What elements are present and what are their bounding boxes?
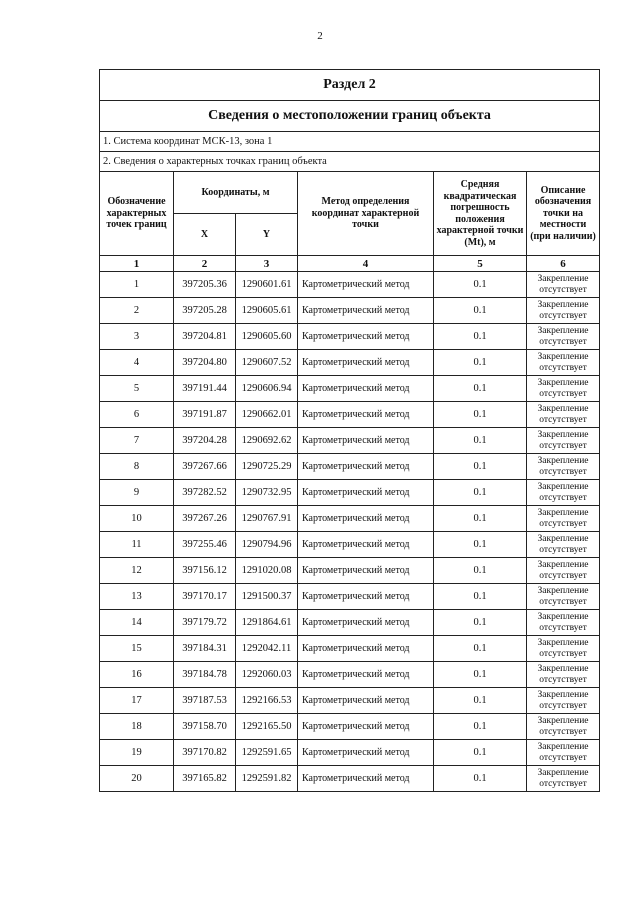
y-coordinate-cell: 1290605.60 [236,324,298,350]
error-cell: 0.1 [434,532,527,558]
description-cell: Закрепление отсутствует [527,350,600,376]
header-y: Y [236,214,298,256]
x-coordinate-cell: 397187.53 [174,688,236,714]
y-coordinate-cell: 1291864.61 [236,610,298,636]
column-numbers-row [100,256,600,272]
y-coordinate-cell: 1290692.62 [236,428,298,454]
error-cell: 0.1 [434,480,527,506]
description-cell: Закрепление отсутствует [527,376,600,402]
description-cell: Закрепление отсутствует [527,298,600,324]
column-number: 1 [100,256,174,272]
error-cell: 0.1 [434,636,527,662]
table-row [100,506,600,532]
error-cell: 0.1 [434,584,527,610]
description-cell: Закрепление отсутствует [527,272,600,298]
x-coordinate-cell: 397191.44 [174,376,236,402]
x-coordinate-cell: 397204.81 [174,324,236,350]
boundary-points-table [99,69,600,792]
column-number: 4 [298,256,434,272]
points-heading: 2. Сведения о характерных точках границ объекта [100,152,600,172]
y-coordinate-cell: 1290725.29 [236,454,298,480]
point-id-cell: 8 [100,454,174,480]
method-cell: Картометрический метод [298,584,434,610]
description-cell: Закрепление отсутствует [527,766,600,792]
x-coordinate-cell: 397184.31 [174,636,236,662]
method-cell: Картометрический метод [298,272,434,298]
x-coordinate-cell: 397165.82 [174,766,236,792]
method-cell: Картометрический метод [298,766,434,792]
table-row [100,272,600,298]
coordinate-system: 1. Система координат МСК-13, зона 1 [100,132,600,152]
description-cell: Закрепление отсутствует [527,584,600,610]
error-cell: 0.1 [434,402,527,428]
point-id-cell: 13 [100,584,174,610]
x-coordinate-cell: 397156.12 [174,558,236,584]
table-row [100,584,600,610]
method-cell: Картометрический метод [298,714,434,740]
table-row [100,454,600,480]
point-id-cell: 18 [100,714,174,740]
x-coordinate-cell: 397184.78 [174,662,236,688]
description-cell: Закрепление отсутствует [527,558,600,584]
x-coordinate-cell: 397267.26 [174,506,236,532]
error-cell: 0.1 [434,350,527,376]
method-cell: Картометрический метод [298,454,434,480]
error-cell: 0.1 [434,766,527,792]
error-cell: 0.1 [434,376,527,402]
x-coordinate-cell: 397205.28 [174,298,236,324]
method-cell: Картометрический метод [298,402,434,428]
method-cell: Картометрический метод [298,350,434,376]
column-number: 3 [236,256,298,272]
table-body [100,70,600,792]
section-title: Раздел 2 [100,70,600,101]
y-coordinate-cell: 1290601.61 [236,272,298,298]
error-cell: 0.1 [434,558,527,584]
header-description: Описание обозначения точки на местности (при наличии) [527,172,600,256]
point-id-cell: 7 [100,428,174,454]
point-id-cell: 16 [100,662,174,688]
point-id-cell: 9 [100,480,174,506]
point-id-cell: 1 [100,272,174,298]
description-cell: Закрепление отсутствует [527,740,600,766]
x-coordinate-cell: 397267.66 [174,454,236,480]
y-coordinate-cell: 1290662.01 [236,402,298,428]
description-cell: Закрепление отсутствует [527,610,600,636]
table-row [100,688,600,714]
point-id-cell: 12 [100,558,174,584]
header-method: Метод определения координат характерной точки [298,172,434,256]
description-cell: Закрепление отсутствует [527,402,600,428]
table-row [100,480,600,506]
description-cell: Закрепление отсутствует [527,636,600,662]
column-number: 6 [527,256,600,272]
y-coordinate-cell: 1290605.61 [236,298,298,324]
table-row [100,298,600,324]
description-cell: Закрепление отсутствует [527,454,600,480]
method-cell: Картометрический метод [298,688,434,714]
y-coordinate-cell: 1290732.95 [236,480,298,506]
method-cell: Картометрический метод [298,298,434,324]
description-cell: Закрепление отсутствует [527,532,600,558]
x-coordinate-cell: 397170.17 [174,584,236,610]
method-cell: Картометрический метод [298,662,434,688]
error-cell: 0.1 [434,688,527,714]
x-coordinate-cell: 397255.46 [174,532,236,558]
error-cell: 0.1 [434,662,527,688]
point-id-cell: 20 [100,766,174,792]
y-coordinate-cell: 1292042.11 [236,636,298,662]
table-row [100,662,600,688]
point-id-cell: 19 [100,740,174,766]
method-cell: Картометрический метод [298,636,434,662]
point-id-cell: 10 [100,506,174,532]
y-coordinate-cell: 1291020.08 [236,558,298,584]
error-cell: 0.1 [434,454,527,480]
method-cell: Картометрический метод [298,740,434,766]
table-row [100,610,600,636]
column-number: 2 [174,256,236,272]
description-cell: Закрепление отсутствует [527,428,600,454]
method-cell: Картометрический метод [298,610,434,636]
table-row [100,428,600,454]
y-coordinate-cell: 1290606.94 [236,376,298,402]
table-row [100,636,600,662]
point-id-cell: 2 [100,298,174,324]
point-id-cell: 15 [100,636,174,662]
point-id-cell: 4 [100,350,174,376]
x-coordinate-cell: 397205.36 [174,272,236,298]
y-coordinate-cell: 1291500.37 [236,584,298,610]
point-id-cell: 6 [100,402,174,428]
x-coordinate-cell: 397158.70 [174,714,236,740]
header-error: Средняя квадратическая погрешность положения характерной точки (Mt), м [434,172,527,256]
y-coordinate-cell: 1290767.91 [236,506,298,532]
error-cell: 0.1 [434,610,527,636]
point-id-cell: 5 [100,376,174,402]
y-coordinate-cell: 1292166.53 [236,688,298,714]
table-row [100,740,600,766]
table-row [100,402,600,428]
y-coordinate-cell: 1292165.50 [236,714,298,740]
point-id-cell: 17 [100,688,174,714]
x-coordinate-cell: 397282.52 [174,480,236,506]
section-subtitle: Сведения о местоположении границ объекта [100,101,600,132]
y-coordinate-cell: 1292060.03 [236,662,298,688]
x-coordinate-cell: 397204.28 [174,428,236,454]
description-cell: Закрепление отсутствует [527,688,600,714]
x-coordinate-cell: 397204.80 [174,350,236,376]
method-cell: Картометрический метод [298,324,434,350]
point-id-cell: 3 [100,324,174,350]
point-id-cell: 11 [100,532,174,558]
method-cell: Картометрический метод [298,558,434,584]
y-coordinate-cell: 1292591.65 [236,740,298,766]
description-cell: Закрепление отсутствует [527,480,600,506]
method-cell: Картометрический метод [298,532,434,558]
method-cell: Картометрический метод [298,480,434,506]
x-coordinate-cell: 397170.82 [174,740,236,766]
header-x: X [174,214,236,256]
header-point-id: Обозначение характерных точек границ [100,172,174,256]
table-row [100,558,600,584]
header-coordinates: Координаты, м [174,172,298,214]
table-row [100,714,600,740]
x-coordinate-cell: 397191.87 [174,402,236,428]
x-coordinate-cell: 397179.72 [174,610,236,636]
table-row [100,766,600,792]
table-row [100,376,600,402]
y-coordinate-cell: 1292591.82 [236,766,298,792]
description-cell: Закрепление отсутствует [527,714,600,740]
point-id-cell: 14 [100,610,174,636]
description-cell: Закрепление отсутствует [527,506,600,532]
method-cell: Картометрический метод [298,506,434,532]
y-coordinate-cell: 1290794.96 [236,532,298,558]
description-cell: Закрепление отсутствует [527,324,600,350]
y-coordinate-cell: 1290607.52 [236,350,298,376]
table-row [100,350,600,376]
method-cell: Картометрический метод [298,428,434,454]
column-number: 5 [434,256,527,272]
method-cell: Картометрический метод [298,376,434,402]
description-cell: Закрепление отсутствует [527,662,600,688]
error-cell: 0.1 [434,272,527,298]
table-row [100,532,600,558]
error-cell: 0.1 [434,298,527,324]
page-number: 2 [317,30,323,42]
error-cell: 0.1 [434,740,527,766]
error-cell: 0.1 [434,714,527,740]
table-row [100,324,600,350]
error-cell: 0.1 [434,324,527,350]
error-cell: 0.1 [434,506,527,532]
error-cell: 0.1 [434,428,527,454]
